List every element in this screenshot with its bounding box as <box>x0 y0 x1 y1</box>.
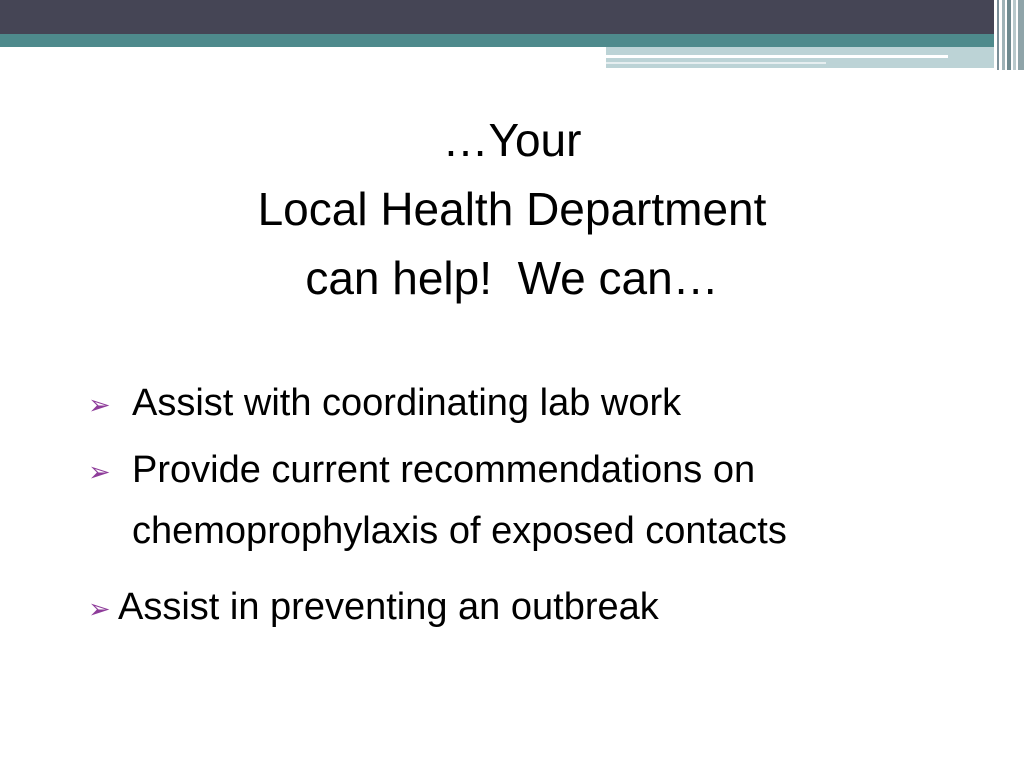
header-dark-band <box>0 0 1024 34</box>
bullet-line: Provide current recommendations on <box>132 449 756 491</box>
title-line-1: …Your <box>442 114 582 166</box>
bullet-item <box>88 577 659 640</box>
title-line-2: Local Health Department <box>257 183 767 235</box>
bullet-text <box>132 440 787 562</box>
header-teal-band <box>0 34 1024 47</box>
bullet-text <box>132 373 681 434</box>
bullet-text <box>118 577 659 638</box>
slide-title <box>0 106 1024 313</box>
bullet-line: chemoprophylaxis of exposed contacts <box>132 510 787 552</box>
corner-stripes <box>994 0 1024 70</box>
bullet-line: Assist in preventing an outbreak <box>118 586 659 628</box>
bullet-line: Assist with coordinating lab work <box>132 382 682 424</box>
title-line-3: can help! We can… <box>305 252 719 304</box>
arrow-bullet-icon: ➢ <box>88 457 111 487</box>
header-accent-line-secondary <box>606 62 826 64</box>
bullet-item <box>88 440 787 562</box>
arrow-bullet-icon: ➢ <box>88 390 111 420</box>
header-accent-line <box>606 55 948 58</box>
bullet-item <box>88 373 681 436</box>
arrow-bullet-icon: ➢ <box>88 594 111 624</box>
